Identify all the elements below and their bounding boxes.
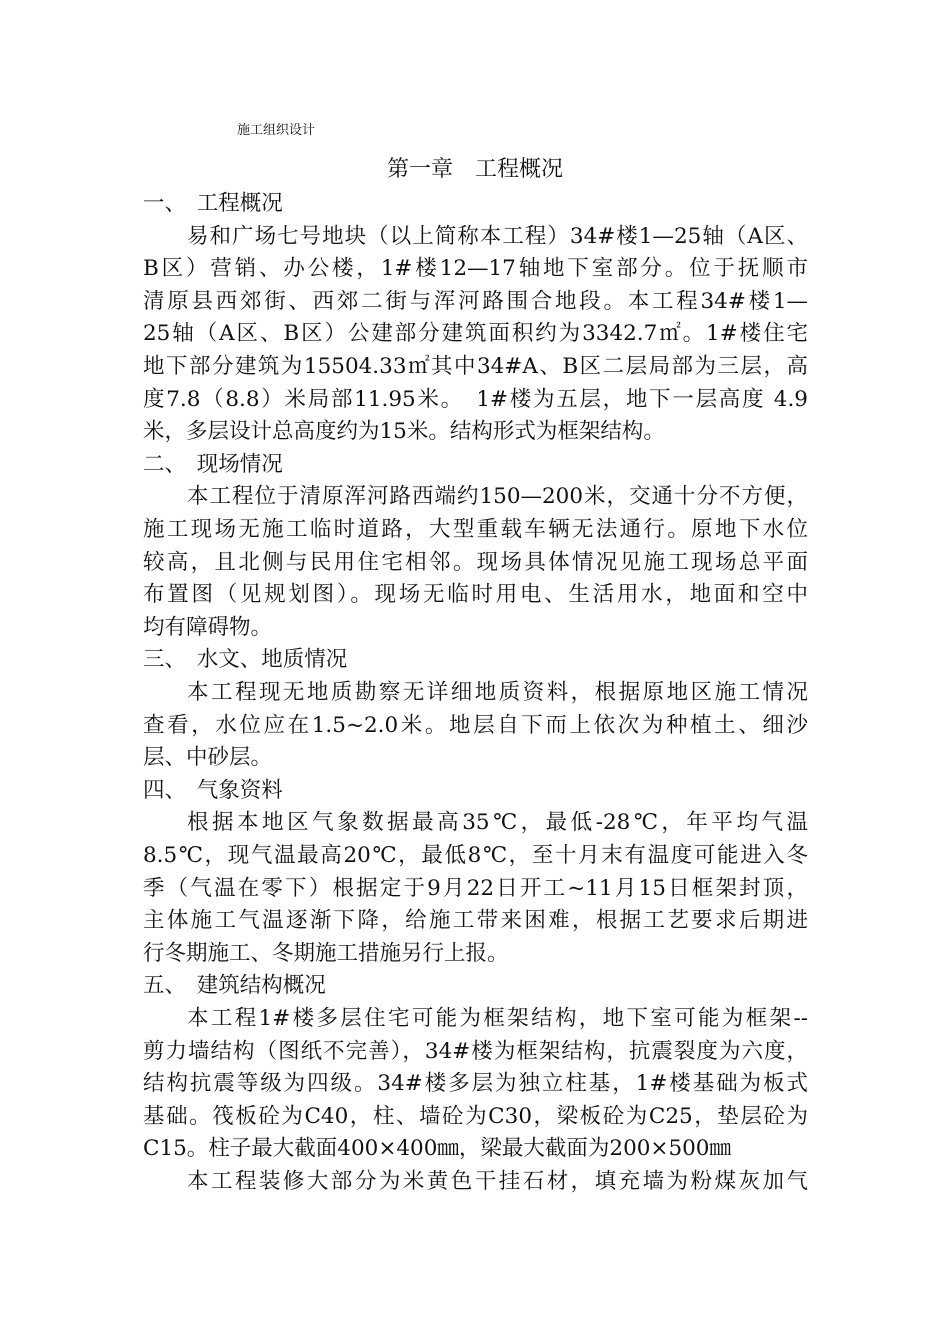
running-header: 施工组织设计 — [237, 123, 316, 138]
text-line: 易和广场七号地块（以上简称本工程）34#楼1—25轴（A区、 — [187, 223, 808, 249]
text-line: 剪力墙结构（图纸不完善），34#楼为框架结构，抗震裂度为六度， — [143, 1038, 808, 1064]
chapter-title: 第一章 工程概况 — [386, 157, 563, 182]
text-line: 结构抗震等级为四级。34#楼多层为独立柱基，1#楼基础为板式 — [143, 1071, 808, 1097]
text-line: 季（气温在零下）根据定于9月22日开工~11月15日框架封顶， — [143, 875, 808, 901]
text-line: 本工程装修大部分为米黄色干挂石材，填充墙为粉煤灰加气 — [187, 1169, 808, 1194]
section-heading: 一、 工程概况 — [143, 191, 283, 216]
text-line: 本工程现无地质勘察无详细地质资料，根据原地区施工情况 — [187, 680, 808, 705]
text-line: 基础。筏板砼为C40，柱、墙砼为C30，梁板砼为C25，垫层砼为 — [143, 1103, 808, 1129]
text-line: 本工程1#楼多层住宅可能为框架结构，地下室可能为框架-- — [187, 1006, 808, 1031]
section-heading: 五、 建筑结构概况 — [143, 973, 326, 999]
text-line: 8.5℃，现气温最高20℃，最低8℃，至十月末有温度可能进入冬 — [143, 843, 808, 868]
text-line: C15。柱子最大截面400×400㎜，梁最大截面为200×500㎜ — [143, 1136, 731, 1162]
section-heading: 三、 水文、地质情况 — [143, 647, 348, 673]
text-line: 布置图（见规划图）。现场无临时用电、生活用水，地面和空中 — [143, 582, 808, 608]
text-line: 25轴（A区、B区）公建部分建筑面积约为3342.7㎡。1#楼住宅 — [143, 321, 808, 347]
text-line: 米，多层设计总高度约为15米。结构形式为框架结构。 — [143, 419, 665, 445]
section-heading: 二、 现场情况 — [143, 451, 283, 477]
text-line: B区）营销、办公楼，1#楼12—17轴地下室部分。位于抚顺市 — [143, 256, 808, 282]
text-line: 主体施工气温逐渐下降，给施工带来困难，根据工艺要求后期进 — [143, 908, 808, 934]
text-line: 层、中砂层。 — [143, 745, 273, 771]
text-line: 施工现场无施工临时道路，大型重载车辆无法通行。原地下水位 — [143, 517, 808, 542]
text-line: 行冬期施工、冬期施工措施另行上报。 — [143, 940, 509, 966]
text-line: 查看，水位应在1.5~2.0米。地层自下而上依次为种植土、细沙 — [143, 712, 808, 738]
text-line: 清原县西郊街、西郊二街与浑河路围合地段。本工程34#楼1— — [143, 288, 808, 314]
text-line: 地下部分建筑为15504.33㎡其中34#A、B区二层局部为三层，高 — [143, 354, 808, 379]
text-line: 根据本地区气象数据最高35℃，最低-28℃，年平均气温 — [187, 810, 808, 836]
text-line: 度7.8（8.8）米局部11.95米。 1#楼为五层，地下一层高度 4.9 — [143, 386, 808, 412]
section-heading: 四、 气象资料 — [143, 777, 283, 803]
text-line: 较高，且北侧与民用住宅相邻。现场具体情况见施工现场总平面 — [143, 549, 808, 575]
text-line: 本工程位于清原浑河路西端约150—200米，交通十分不方便， — [187, 484, 808, 510]
text-line: 均有障碍物。 — [143, 614, 273, 640]
